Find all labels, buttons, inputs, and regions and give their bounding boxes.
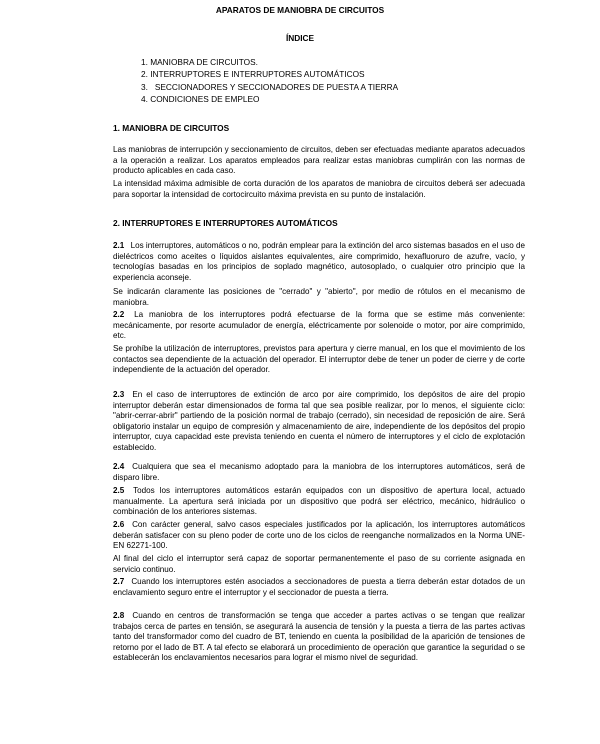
clause-number: 2.2 [113,310,125,319]
clause-number: 2.5 [113,486,125,495]
clause-text: La maniobra de los interruptores podrá efectuarse de la forma que se estime más conveniente: mecánicamente, por resorte acumulador de energía, eléctricamente por solenoide o motor, por aire comprimido, etc. [113,310,525,341]
clause-number: 2.6 [113,520,125,529]
clause-number: 2.1 [113,241,125,250]
document-title: APARATOS DE MANIOBRA DE CIRCUITOS [215,5,385,15]
clause-2-7 [113,577,525,598]
clause-text: En el caso de interruptores de extinción de arco por aire comprimido, los depósitos de aire del propio interruptor deberán estar dimensionados de forma tal que sea posible realizar, por lo menos, el siguiente ciclo: "abrir-cerrar-abrir" partiendo de la posición normal de trabajo (cerrado), sin necesidad de reposición de aire. Será obligatorio instalar un equipo de compresión y almacenamiento de aire, independiente de los depósitos del propio interruptor, cuya capacidad este prevista teniendo en cuenta el número de interruptores y el ciclo de explotación establecido. [113,390,525,452]
clause-2-6 [113,520,525,552]
section-1-heading: 1. MANIOBRA DE CIRCUITOS [113,123,230,133]
clause-number: 2.8 [113,611,125,620]
table-of-contents [141,56,398,106]
clause-number: 2.7 [113,577,125,586]
clause-text: Todos los interruptores automáticos estarán equipados con un dispositivo de apertura local, actuado manualmente. La apertura será iniciada por un dispositivo que podrá ser eléctrico, mecánico, hidráulico o combinación de los anteriores sistemas. [113,486,525,517]
paragraph-positions: Se indicarán claramente las posiciones de "cerrado" y "abierto", por medio de rótulos en el mecanismo de maniobra. [113,287,525,307]
clause-text: Cuando los interruptores estén asociados a seccionadores de puesta a tierra deberán estar dotados de un enclavamiento seguro entre el interruptor y el seccionador de puesta a tierra. [113,577,525,597]
clause-2-8 [113,611,525,664]
paragraph-manual-operation: Se prohíbe la utilización de interruptores, previstos para apertura y cierre manual, en los que el movimiento de los contactos sea dependiente de la actuación del operador. El interruptor debe de tener un poder de cierre y de corte independiente de la actuación del operador. [113,344,525,375]
index-title: ÍNDICE [285,33,315,43]
clause-text: Con carácter general, salvo casos especiales justificados por la aplicación, los interruptores automáticos deberán satisfacer con su pleno poder de corte uno de los ciclos de reenganche normalizados en la Norma UNE-EN 62271-100. [113,520,525,551]
clause-2-4 [113,462,525,483]
toc-item: 1. MANIOBRA DE CIRCUITOS. [141,57,258,67]
toc-item: 4. CONDICIONES DE EMPLEO [141,94,260,105]
section-1-paragraph: La intensidad máxima admisible de corta duración de los aparatos de maniobra de circuitos deberá ser adecuada para soportar la intensidad de cortocircuito máxima prevista en su punto de instalación. [113,179,525,199]
clause-2-1 [113,241,525,283]
section-2-heading: 2. INTERRUPTORES E INTERRUPTORES AUTOMÁTICOS [113,218,338,228]
toc-item: 3. SECCIONADORES Y SECCIONADORES DE PUESTA A TIERRA [141,81,399,92]
clause-2-2 [113,310,525,342]
clause-text: Los interruptores, automáticos o no, podrán emplear para la extinción del arco sistemas basados en el uso de dieléctricos como aceites o líquidos aislantes equivalentes, aire comprimido, hexafluoruro de azufre, vacío, y tecnologías basadas en los principios de soplado magnético, autosoplado, o cualquier otro principio que la experiencia aconseje. [113,241,525,282]
clause-text: Cuando en centros de transformación se tenga que acceder a partes activas o se tengan que realizar trabajos cerca de partes en tensión, se asegurará la ausencia de tensión y la puesta a tierra de las partes activas tanto del transformador como del cuadro de BT, teniendo en cuenta la posibilidad de la aparición de tensiones de retorno por el lado de BT. A tal efecto se elaborará un procedimiento de operación que garantice la seguridad o se establecerán los enclavamientos necesarios para lograr el mismo nivel de seguridad. [113,611,526,663]
section-1-paragraph: Las maniobras de interrupción y seccionamiento de circuitos, deben ser efectuadas mediante aparatos adecuados a la operación a realizar. Los aparatos empleados para realizar estas maniobras cumplirán con las normas de producto aplicables en cada caso. [113,145,525,176]
toc-item: 2. INTERRUPTORES E INTERRUPTORES AUTOMÁTICOS [141,69,365,80]
clause-text: Cualquiera que sea el mecanismo adoptado para la maniobra de los interruptores automáticos, será de disparo libre. [113,462,526,482]
clause-2-3 [113,390,525,454]
clause-number: 2.4 [113,462,125,471]
clause-2-5 [113,486,525,518]
clause-number: 2.3 [113,390,125,399]
paragraph-end-of-cycle: Al final del ciclo el interruptor será capaz de soportar permanentemente el paso de su corriente asignada en servicio continuo. [113,554,525,574]
